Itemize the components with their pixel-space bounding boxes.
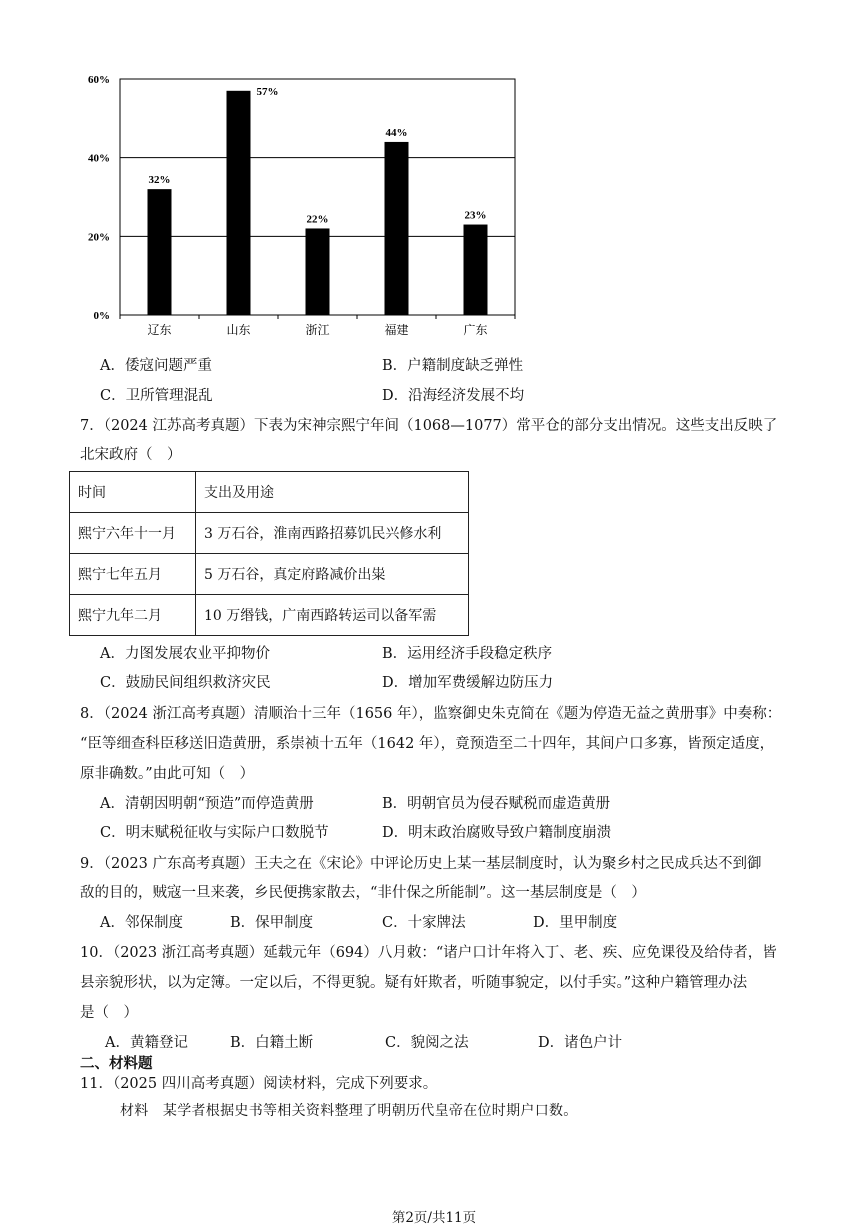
table-cell-expense: 10 万缗钱，广南西路转运司以备军需 [196, 595, 469, 636]
y-tick-label: 20% [88, 231, 110, 244]
q8-stem-line3: 原非确数。”由此可知（ ） [80, 766, 255, 782]
q8-stem-line2: “臣等细查科臣移送旧造黄册，系崇祯十五年（1642 年），竟预造至二十四年，其间户口多寡，皆预定适度， [80, 736, 775, 752]
q8-option-d[interactable]: D．明末政治腐败导致户籍制度崩溃 [382, 825, 612, 841]
q10-option-b[interactable]: B．白籍土断 [230, 1035, 314, 1051]
q9-option-d[interactable]: D．里甲制度 [533, 915, 618, 931]
q9-option-a[interactable]: A．邻保制度 [100, 915, 183, 931]
table-header-cell: 时间 [70, 472, 196, 513]
q10-option-a[interactable]: A．黄籍登记 [105, 1035, 188, 1051]
y-tick-label: 60% [88, 74, 110, 86]
q7-option-c[interactable]: C．鼓励民间组织救济灾民 [100, 675, 271, 691]
bar-data-label: 23% [464, 209, 487, 222]
table-header-cell: 支出及用途 [196, 472, 469, 513]
x-tick-label: 浙江 [305, 323, 330, 337]
bar [464, 225, 488, 315]
q8-option-c[interactable]: C．明末赋税征收与实际户口数脱节 [100, 825, 329, 841]
q8-stem-line1: 8．（2024 浙江高考真题）清顺治十三年（1656 年），监察御史朱克简在《题为停造无益之黄册事》中奏称： [80, 706, 782, 722]
table-cell-expense: 5 万石谷，真定府路减价出粜 [196, 554, 469, 595]
table-cell-expense: 3 万石谷，淮南西路招募饥民兴修水利 [196, 513, 469, 554]
q10-option-c[interactable]: C．貌阅之法 [385, 1035, 469, 1051]
table-cell-time: 熙宁九年二月 [70, 595, 196, 636]
q7-stem-line2: 北宋政府（ ） [80, 447, 182, 463]
bar [148, 189, 172, 315]
section-title: 二、材料题 [80, 1056, 153, 1072]
q9-stem-line1: 9．（2023 广东高考真题）王夫之在《宋论》中评论历史上某一基层制度时，认为聚乡村之民成兵达不到御 [80, 856, 762, 872]
x-tick-label: 广东 [463, 323, 488, 337]
chart-bars [148, 86, 488, 315]
x-tick-label: 辽东 [147, 323, 172, 337]
q7-option-d[interactable]: D．增加军费缓解边防压力 [382, 675, 554, 691]
table-row [70, 513, 469, 554]
table-row [70, 554, 469, 595]
q10-stem-line3: 是（ ） [80, 1005, 138, 1021]
y-tick-label: 0% [93, 310, 110, 322]
table-header-row [70, 472, 469, 513]
bar [306, 228, 330, 315]
bar-chart [60, 62, 530, 342]
q6-option-b[interactable]: B．户籍制度缺乏弹性 [382, 358, 524, 374]
bar-data-label: 44% [385, 126, 408, 139]
q6-option-a[interactable]: A．倭寇问题严重 [100, 358, 212, 374]
q7-stem-line1: 7．（2024 江苏高考真题）下表为宋神宗熙宁年间（1068—1077）常平仓的部分支出情况。这些支出反映了 [80, 418, 778, 434]
chart-y-ticks [88, 74, 110, 322]
bar-data-label: 22% [306, 213, 329, 226]
q10-stem-line1: 10．（2023 浙江高考真题）延载元年（694）八月敕：“诸户口计年将入丁、老、疾、应免课役及给侍者，皆 [80, 945, 777, 961]
bar [385, 142, 409, 315]
bar-data-label: 32% [148, 174, 171, 187]
bar [227, 91, 251, 315]
q7-option-a[interactable]: A．力图发展农业平抑物价 [100, 646, 270, 662]
chart-x-labels [120, 315, 515, 337]
page-footer: 第2页/共11页 [391, 1210, 477, 1226]
q11-stem: 11．（2025 四川高考真题）阅读材料，完成下列要求。 [80, 1076, 438, 1092]
q9-option-c[interactable]: C．十家牌法 [382, 915, 466, 931]
table-cell-time: 熙宁七年五月 [70, 554, 196, 595]
q10-option-d[interactable]: D．诸色户计 [538, 1035, 623, 1051]
q7-table [69, 471, 469, 636]
q8-option-a[interactable]: A．清朝因明朝“预造”而停造黄册 [100, 796, 314, 812]
q7-option-b[interactable]: B．运用经济手段稳定秩序 [382, 646, 553, 662]
y-tick-label: 40% [88, 152, 110, 165]
bar-data-label: 57% [256, 85, 279, 98]
x-tick-label: 山东 [226, 323, 251, 337]
q11-material: 材料 某学者根据史书等相关资料整理了明朝历代皇帝在位时期户口数。 [120, 1103, 578, 1119]
q6-option-d[interactable]: D．沿海经济发展不均 [382, 388, 525, 404]
table-cell-time: 熙宁六年十一月 [70, 513, 196, 554]
q9-stem-line2: 敌的目的，贼寇一旦来袭，乡民便携家散去，“非什保之所能制”。这一基层制度是（ ） [80, 885, 646, 901]
q8-option-b[interactable]: B．明朝官员为侵吞赋税而虚造黄册 [382, 796, 611, 812]
q10-stem-line2: 县亲貌形状，以为定簿。一定以后，不得更貌。疑有奸欺者，听随事貌定，以付手实。”这种户籍管理办法 [80, 975, 748, 991]
q6-option-c[interactable]: C．卫所管理混乱 [100, 388, 213, 404]
table-row [70, 595, 469, 636]
q9-option-b[interactable]: B．保甲制度 [230, 915, 314, 931]
x-tick-label: 福建 [384, 323, 409, 337]
